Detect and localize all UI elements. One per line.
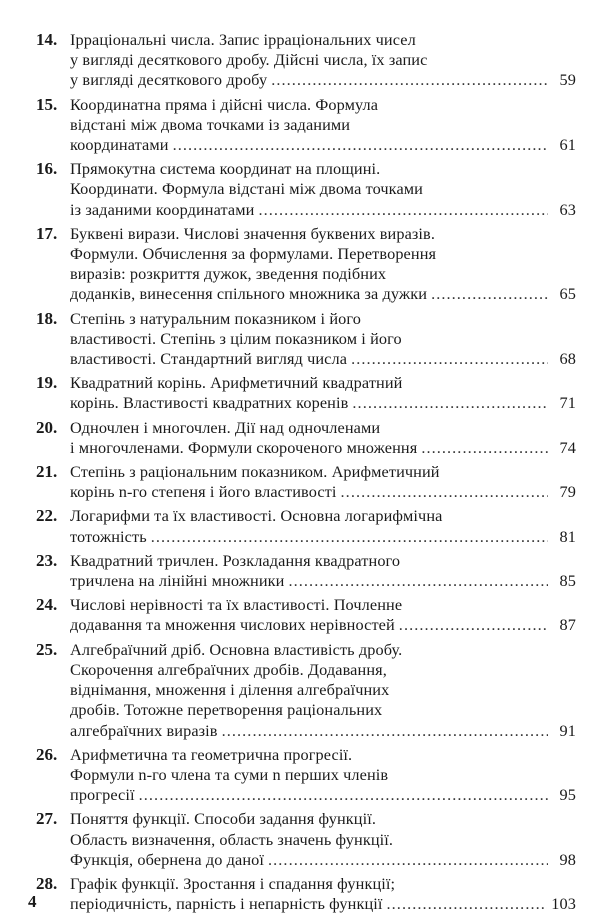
dot-leader <box>399 615 548 635</box>
toc-entry-number: 26. <box>36 744 58 764</box>
toc-entry <box>36 745 576 806</box>
dot-leader <box>387 894 548 914</box>
toc-entry-line: Формули. Обчислення за формулами. Перетворення <box>70 244 437 264</box>
dot-leader <box>351 349 548 369</box>
dot-leader <box>421 438 548 458</box>
toc-entry <box>36 224 576 305</box>
toc-entry-page: 79 <box>559 482 576 502</box>
toc-entry-line: Алгебраїчний дріб. Основна властивість дробу. <box>70 639 403 659</box>
toc-entry-page: 87 <box>559 615 576 635</box>
toc-entry-page: 95 <box>559 785 576 805</box>
toc-entry-line: Графік функції. Зростання і спадання функції; <box>70 873 396 893</box>
toc-entry-line-text: алгебраїчних виразів <box>70 720 218 740</box>
page-number: 4 <box>28 892 37 911</box>
toc-entry <box>36 95 576 156</box>
toc-entry-title <box>70 551 576 591</box>
toc-entry-number: 15. <box>36 94 58 114</box>
toc-entry-page: 103 <box>551 894 576 914</box>
toc-entry-title <box>70 809 576 870</box>
toc-entry-title <box>70 745 576 806</box>
toc-entry-line: Квадратний корінь. Арифметичний квадратний <box>70 373 403 393</box>
toc-entry <box>36 551 576 591</box>
toc-entry-number: 20. <box>36 417 58 437</box>
toc-entry-number: 23. <box>36 550 58 570</box>
toc-entry-line <box>70 850 576 870</box>
toc-entry <box>36 595 576 635</box>
toc-entry-line: Квадратний тричлен. Розкладання квадратного <box>70 550 401 570</box>
toc-entry-page: 65 <box>559 284 576 304</box>
toc-entry-line-text: і многочленами. Формули скороченого множення <box>70 437 418 457</box>
toc-entry-number: 25. <box>36 639 58 659</box>
toc-entry-page: 81 <box>559 526 576 546</box>
toc-entry <box>36 309 576 370</box>
toc-entry-line: Область визначення, область значень функції. <box>70 829 394 849</box>
toc-entry-title <box>70 418 576 458</box>
toc-entry-line <box>70 482 576 502</box>
dot-leader <box>271 70 548 90</box>
toc-entry-line <box>70 615 576 635</box>
toc-entry-number: 24. <box>36 595 58 615</box>
toc-entry-line: дробів. Тотожне перетворення раціональних <box>70 700 383 720</box>
dot-leader <box>288 571 548 591</box>
toc-entry-line <box>70 785 576 805</box>
table-of-contents <box>36 30 576 918</box>
toc-entry-line-text: періодичність, парність і непарність функції <box>70 894 383 914</box>
toc-entry-line: Ірраціональні числа. Запис ірраціональних чисел <box>70 30 416 49</box>
toc-entry-page: 68 <box>559 349 576 369</box>
toc-entry-title <box>70 874 576 914</box>
toc-entry-line: у вигляді десяткового дробу. Дійсні числа, їх запис <box>70 50 428 70</box>
toc-entry-line-text: Функція, обернена до даної <box>70 849 264 869</box>
toc-entry-page: 59 <box>559 70 576 90</box>
toc-entry-title <box>70 506 576 546</box>
toc-entry <box>36 506 576 546</box>
toc-entry-title <box>70 462 576 502</box>
toc-entry-number: 14. <box>36 30 58 49</box>
toc-entry <box>36 640 576 741</box>
toc-entry-line: виразів: розкриття дужок, зведення подібних <box>70 264 387 284</box>
toc-entry-line-text: координатами <box>70 135 169 155</box>
toc-entry-line-text: корінь. Властивості квадратних коренів <box>70 393 349 413</box>
toc-entry-line-text: із заданими координатами <box>70 199 255 219</box>
toc-entry-line: Числові нерівності та їх властивості. Почленне <box>70 595 403 615</box>
toc-entry-title <box>70 640 576 741</box>
toc-entry <box>36 373 576 413</box>
toc-entry-number: 21. <box>36 462 58 482</box>
dot-leader <box>352 393 548 413</box>
toc-entry-line: Поняття функції. Способи задання функції. <box>70 809 377 829</box>
toc-entry-page: 63 <box>559 199 576 219</box>
toc-entry-line <box>70 284 576 304</box>
dot-leader <box>431 284 548 304</box>
toc-entry-line: Скорочення алгебраїчних дробів. Додавання, <box>70 659 387 679</box>
toc-entry-number: 18. <box>36 308 58 328</box>
toc-entry-page: 85 <box>559 571 576 591</box>
toc-entry <box>36 30 576 91</box>
toc-entry-line: Логарифми та їх властивості. Основна логарифмічна <box>70 506 443 526</box>
dot-leader <box>139 785 548 805</box>
toc-entry-line: Степінь з натуральним показником і його <box>70 308 361 328</box>
toc-entry <box>36 418 576 458</box>
toc-entry-line <box>70 135 576 155</box>
toc-entry-line <box>70 70 576 90</box>
toc-entry <box>36 874 576 914</box>
toc-entry-line <box>70 571 576 591</box>
toc-entry-title <box>70 159 576 220</box>
toc-entry-line: Одночлен і многочлен. Дії над одночленами <box>70 417 381 437</box>
toc-entry-line-text: тотожність <box>70 526 147 546</box>
dot-leader <box>151 527 548 547</box>
toc-entry-line-text: прогресії <box>70 785 135 805</box>
toc-entry-page: 61 <box>559 135 576 155</box>
toc-entry-line <box>70 894 576 914</box>
toc-entry-line-text: тричлена на лінійні множники <box>70 571 285 591</box>
toc-entry-title <box>70 30 576 91</box>
toc-entry-title <box>70 595 576 635</box>
toc-entry-number: 28. <box>36 873 58 893</box>
toc-entry-page: 91 <box>559 720 576 740</box>
toc-entry-number: 19. <box>36 373 58 393</box>
toc-entry-line: Арифметична та геометрична прогресії. <box>70 744 353 764</box>
toc-entry-line <box>70 393 576 413</box>
toc-entry-line: Степінь з раціональним показником. Арифметичний <box>70 462 440 482</box>
toc-entry-title <box>70 309 576 370</box>
toc-entry-line: Формули n-го члена та суми n перших членів <box>70 764 389 784</box>
toc-entry-line: властивості. Степінь з цілим показником і його <box>70 328 402 348</box>
dot-leader <box>222 721 548 741</box>
toc-entry-line: Координатна пряма і дійсні числа. Формула <box>70 94 379 114</box>
toc-entry-line <box>70 527 576 547</box>
toc-entry-line-text: доданків, винесення спільного множника за дужки <box>70 284 428 304</box>
toc-entry-line: Координати. Формула відстані між двома точками <box>70 179 423 199</box>
toc-entry-line <box>70 438 576 458</box>
dot-leader <box>268 850 548 870</box>
toc-entry-line <box>70 349 576 369</box>
toc-entry-line-text: властивості. Стандартний вигляд числа <box>70 349 348 369</box>
toc-entry-page: 98 <box>559 849 576 869</box>
toc-entry-page: 71 <box>559 393 576 413</box>
toc-entry-line: Буквені вирази. Числові значення буквених виразів. <box>70 223 436 243</box>
toc-entry-line-text: у вигляді десяткового дробу <box>70 70 268 90</box>
toc-entry-number: 17. <box>36 223 58 243</box>
toc-entry-title <box>70 224 576 305</box>
toc-entry-page: 74 <box>559 437 576 457</box>
toc-entry-line-text: додавання та множення числових нерівностей <box>70 615 395 635</box>
toc-entry-line <box>70 200 576 220</box>
toc-entry <box>36 462 576 502</box>
toc-entry-line <box>70 721 576 741</box>
toc-entry-title <box>70 373 576 413</box>
toc-entry-number: 22. <box>36 506 58 526</box>
toc-entry-line: віднімання, множення і ділення алгебраїчних <box>70 680 390 700</box>
toc-entry-number: 16. <box>36 159 58 179</box>
dot-leader <box>173 135 548 155</box>
toc-entry <box>36 809 576 870</box>
toc-entry-title <box>70 95 576 156</box>
toc-entry-number: 27. <box>36 809 58 829</box>
toc-entry-line: відстані між двома точками із заданими <box>70 114 351 134</box>
dot-leader <box>341 482 548 502</box>
dot-leader <box>258 200 548 220</box>
toc-entry-line-text: корінь n-го степеня і його властивості <box>70 482 337 502</box>
toc-entry-line: Прямокутна система координат на площині. <box>70 159 381 179</box>
toc-entry <box>36 159 576 220</box>
